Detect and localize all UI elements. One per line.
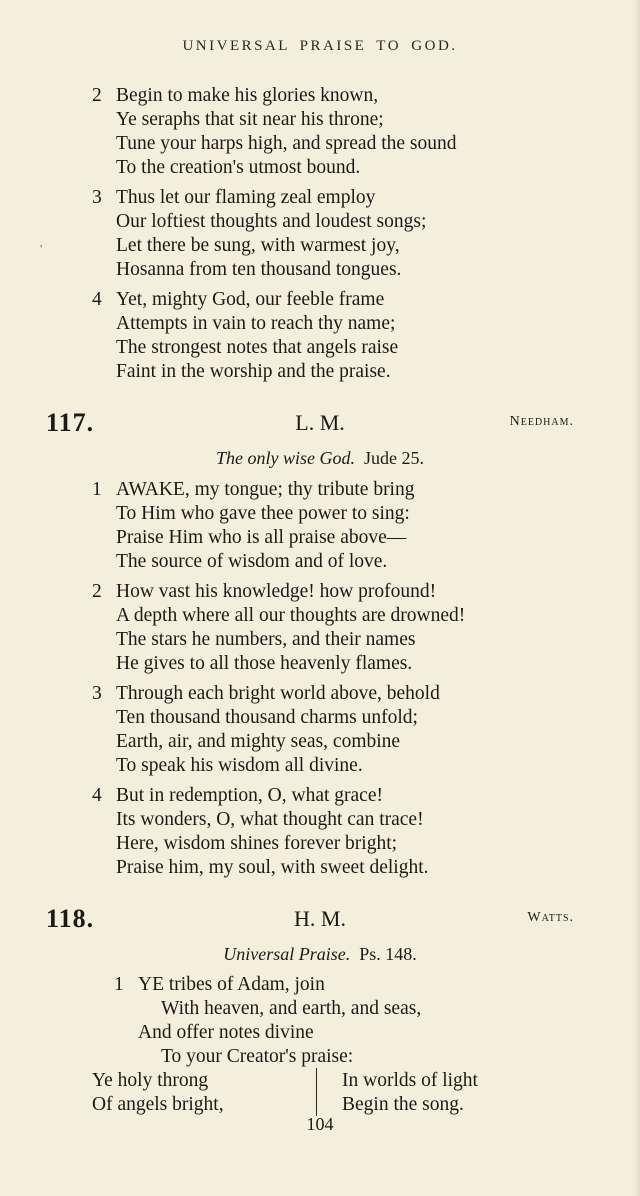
verse-line: Through each bright world above, behold <box>116 683 440 704</box>
stray-mark: , <box>40 238 43 249</box>
verse-line: A depth where all our thoughts are drowned! <box>116 605 466 626</box>
stanza-prev-2 <box>92 84 457 180</box>
stanza-number: 2 <box>92 581 102 602</box>
stanza-number: 4 <box>92 785 102 806</box>
stanza-117-4 <box>92 784 429 880</box>
verse-line: To speak his wisdom all divine. <box>116 755 363 776</box>
stanza-number: 1 <box>92 479 102 500</box>
verse-line: He gives to all those heavenly flames. <box>116 653 413 674</box>
left-column-line: Of angels bright, <box>92 1094 224 1115</box>
hymn-118-subtitle <box>0 944 640 965</box>
stanza-number: 4 <box>92 289 102 310</box>
hymn-number: 117. <box>46 408 95 437</box>
verse-line: To Him who gave thee power to sing: <box>116 503 410 524</box>
verse-line: Its wonders, O, what thought can trace! <box>116 809 424 830</box>
verse-line: Hosanna from ten thousand tongues. <box>116 259 402 280</box>
verse-line: The strongest notes that angels raise <box>116 337 399 358</box>
hymn-composer: Needham. <box>509 414 574 429</box>
subtitle-reference: Jude 25. <box>364 448 424 468</box>
verse-line: But in redemption, O, what grace! <box>116 785 383 806</box>
right-column-line: In worlds of light <box>342 1070 478 1091</box>
hymn-117-subtitle <box>0 448 640 469</box>
verse-line: Faint in the worship and the praise. <box>116 361 391 382</box>
subtitle-title: The only wise God. <box>216 448 355 468</box>
right-column-line: Begin the song. <box>342 1094 464 1115</box>
running-head: UNIVERSAL PRAISE TO GOD. <box>182 38 458 54</box>
verse-line: The stars he numbers, and their names <box>116 629 416 650</box>
stanza-number: 1 <box>114 974 124 995</box>
hymn-composer: Watts. <box>527 910 574 925</box>
verse-line: And offer notes divine <box>138 1022 314 1043</box>
stanza-number: 3 <box>92 683 102 704</box>
verse-line: To the creation's utmost bound. <box>116 157 361 178</box>
verse-line: Attempts in vain to reach thy name; <box>116 313 396 334</box>
verse-line: Thus let our flaming zeal employ <box>116 187 376 208</box>
stanza-number: 2 <box>92 85 102 106</box>
verse-line: Yet, mighty God, our feeble frame <box>116 289 385 310</box>
hymn-117-header <box>0 408 640 440</box>
hymn-118-header <box>0 904 640 936</box>
verse-line: The source of wisdom and of love. <box>116 551 388 572</box>
stanza-117-3 <box>92 682 440 778</box>
subtitle-title: Universal Praise. <box>223 944 351 964</box>
verse-line: Ye seraphs that sit near his throne; <box>116 109 384 130</box>
hymn-meter: H. M. <box>294 906 346 931</box>
verse-line: Ten thousand thousand charms unfold; <box>116 707 418 728</box>
verse-line: YE tribes of Adam, join <box>138 974 325 995</box>
verse-line: AWAKE, my tongue; thy tribute bring <box>116 479 415 500</box>
verse-line: Our loftiest thoughts and loudest songs; <box>116 211 427 232</box>
left-column-line: Ye holy throng <box>92 1070 209 1091</box>
verse-line: Praise Him who is all praise above— <box>116 527 407 548</box>
verse-line: Tune your harps high, and spread the sound <box>116 133 457 154</box>
verse-line: Here, wisdom shines forever bright; <box>116 833 398 854</box>
page-number: 104 <box>306 1114 334 1134</box>
stanza-prev-4 <box>92 288 398 384</box>
page-edge-shadow <box>634 0 640 1196</box>
verse-line: How vast his knowledge! how profound! <box>116 581 437 602</box>
stanza-117-2 <box>92 580 465 676</box>
hymn-meter: L. M. <box>295 410 345 435</box>
column-divider <box>316 1068 317 1116</box>
stanza-number: 3 <box>92 187 102 208</box>
verse-line: Earth, air, and mighty seas, combine <box>116 731 401 752</box>
verse-line: Let there be sung, with warmest joy, <box>116 235 400 256</box>
stanza-prev-3 <box>92 186 426 282</box>
verse-line: Begin to make his glories known, <box>116 85 379 106</box>
hymn-number: 118. <box>46 904 95 933</box>
subtitle-reference: Ps. 148. <box>359 944 417 964</box>
verse-line: To your Creator's praise: <box>161 1046 354 1067</box>
verse-line: With heaven, and earth, and seas, <box>161 998 422 1019</box>
verse-line: Praise him, my soul, with sweet delight. <box>116 857 429 878</box>
stanza-117-1 <box>92 478 414 574</box>
